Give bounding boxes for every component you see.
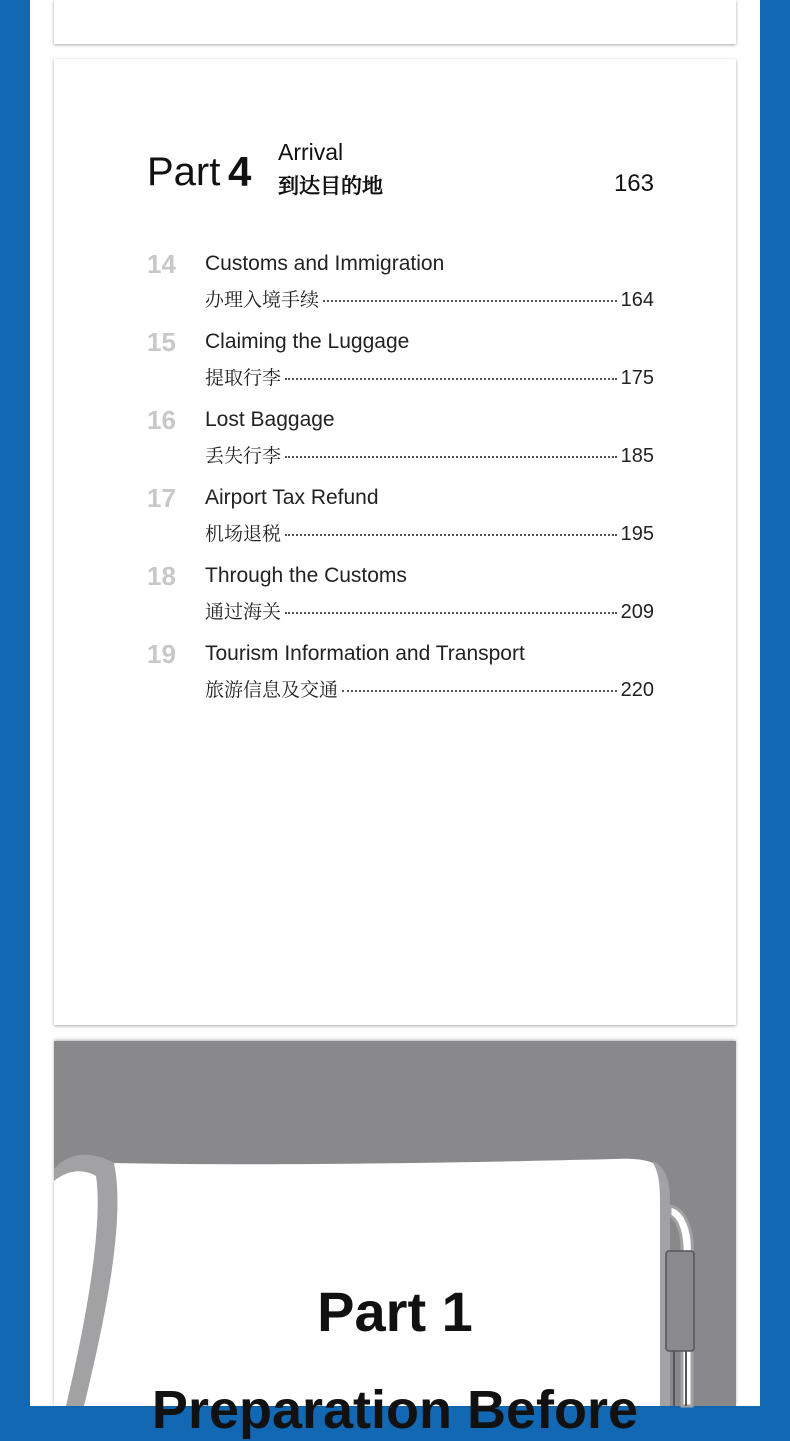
entry-number: 17 [147, 483, 176, 513]
entry-title-cn: 旅游信息及交通 [205, 680, 339, 701]
part-title-cn: 到达目的地 [278, 175, 383, 198]
toc-entry[interactable] [147, 561, 654, 639]
entry-title-en: Lost Baggage [205, 408, 335, 431]
entry-title-en: Through the Customs [205, 564, 407, 587]
part-number: 4 [228, 148, 252, 195]
entry-cn-row [205, 441, 654, 468]
entry-cn-row [205, 285, 654, 312]
entry-cn-row [205, 597, 654, 624]
entry-title-en: Tourism Information and Transport [205, 642, 525, 665]
entry-title-en: Customs and Immigration [205, 252, 445, 275]
entry-page-number: 185 [620, 445, 654, 467]
entry-number: 16 [147, 405, 176, 435]
entry-title-cn: 通过海关 [205, 602, 282, 623]
entry-number: 15 [147, 327, 176, 357]
entry-page-number: 164 [620, 289, 654, 311]
entry-title-cn: 丢失行李 [205, 446, 282, 467]
toc-list [147, 249, 654, 717]
paper-scroll-illustration [54, 1041, 736, 1406]
toc-entry[interactable] [147, 249, 654, 327]
dot-leader [285, 456, 617, 458]
toc-entry[interactable] [147, 405, 654, 483]
entry-number: 19 [147, 639, 176, 669]
entry-title-en: Airport Tax Refund [205, 486, 379, 509]
entry-cn-row [205, 675, 654, 702]
toc-entry[interactable] [147, 483, 654, 561]
part-page-number: 163 [613, 170, 654, 197]
dot-leader [285, 612, 617, 614]
toc-entry[interactable] [147, 639, 654, 717]
entry-page-number: 195 [620, 523, 654, 545]
entry-title-cn: 机场退税 [205, 524, 282, 545]
entry-page-number: 220 [620, 679, 654, 701]
entry-cn-row [205, 363, 654, 390]
part-header [147, 137, 654, 197]
part-title-en: Arrival [278, 139, 344, 165]
part1-title: Part 1 [317, 1280, 473, 1343]
part1-banner-card [54, 1041, 736, 1440]
entry-page-number: 209 [620, 601, 654, 623]
dot-leader [285, 534, 617, 536]
previous-page-card [54, 0, 736, 44]
entry-title-cn: 办理入境手续 [205, 290, 320, 311]
toc-page-card [54, 59, 736, 1025]
dot-leader [323, 300, 617, 302]
toc-entry[interactable] [147, 327, 654, 405]
dot-leader [285, 378, 617, 380]
part-label: Part [147, 150, 221, 194]
entry-number: 14 [147, 249, 176, 279]
entry-page-number: 175 [620, 367, 654, 389]
entry-title-en: Claiming the Luggage [205, 330, 410, 353]
part1-subtitle: Preparation Before [151, 1380, 639, 1440]
entry-cn-row [205, 519, 654, 546]
dot-leader [342, 690, 617, 692]
entry-title-cn: 提取行李 [205, 368, 282, 389]
entry-number: 18 [147, 561, 176, 591]
